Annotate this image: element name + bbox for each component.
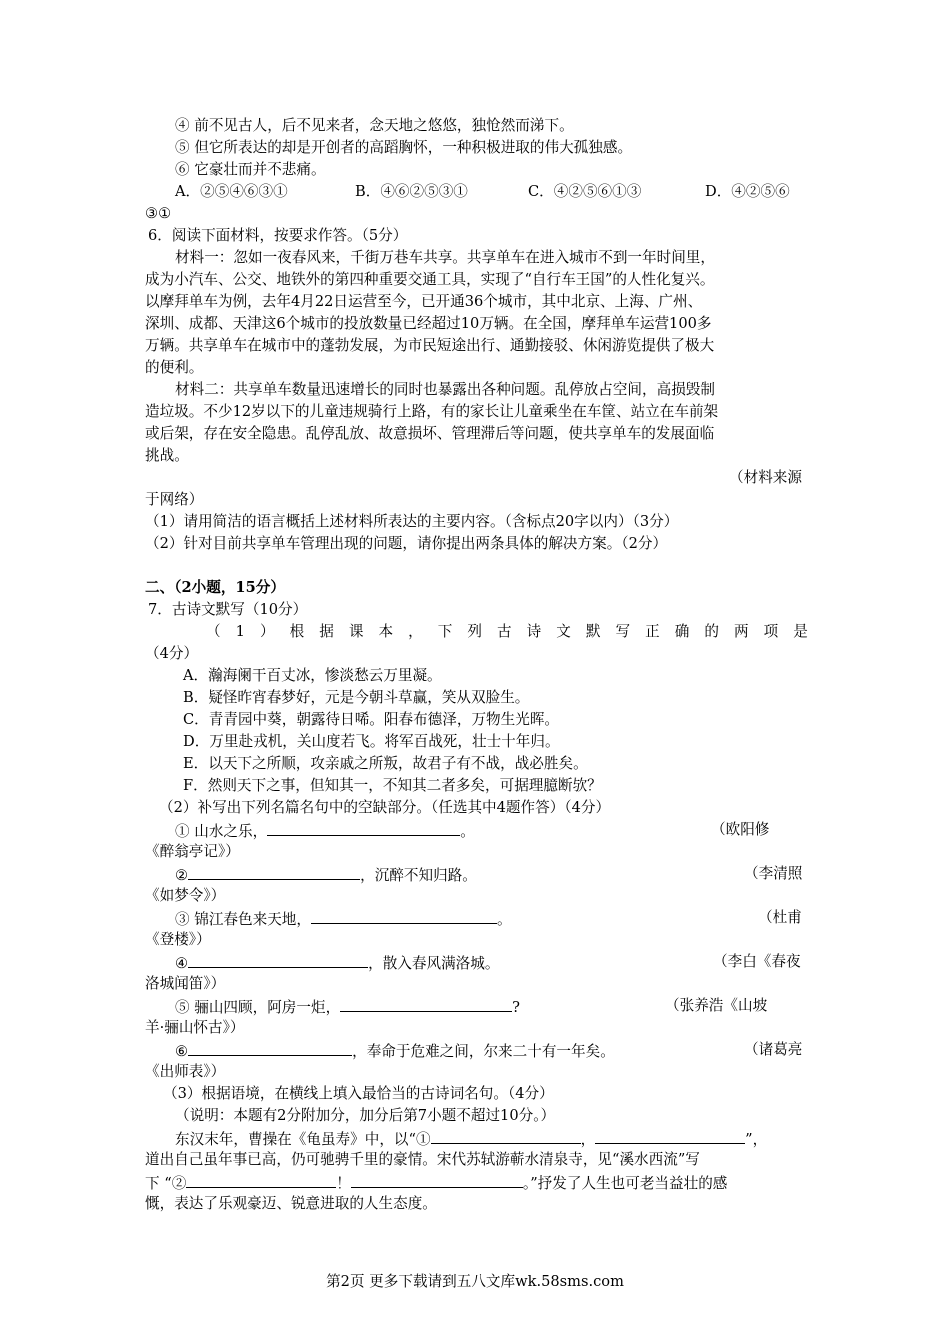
q5-option-b: B．④⑥②⑤③① bbox=[355, 183, 468, 200]
q7-part3-line1-mid: ， bbox=[580, 1131, 596, 1148]
q7-part3-note: （说明：本题有2分附加分，加分后第7小题不超过10分。） bbox=[175, 1107, 556, 1124]
q6-material1-line3: 以摩拜单车为例，去年4月22日运营至今，已开通36个城市，其中北京、上海、广州、 bbox=[145, 293, 703, 310]
page-footer: 第2页 更多下载请到五八文库wk.58sms.com bbox=[326, 1273, 624, 1290]
q7-part3-line1 bbox=[175, 1127, 767, 1151]
q5-item-6: ⑥ 它豪壮而并不悲痛。 bbox=[175, 161, 326, 178]
q7-part1-prompt-char: ， bbox=[408, 623, 423, 640]
q7-part1-score: （4分） bbox=[145, 645, 199, 662]
q6-material2-line3: 或后架，存在安全隐患。乱停乱放、故意损坏、管理滞后等问题，使共享单车的发展面临 bbox=[145, 425, 715, 442]
q7-blank-6-suffix: ，奉命于危难之间，尔来二十有一年矣。 bbox=[352, 1043, 615, 1060]
q7-part1-prompt-char: 据 bbox=[319, 623, 334, 640]
q7-blank-5-prefix: ⑤ 骊山四顾，阿房一炬， bbox=[175, 999, 341, 1016]
q6-material1-line5: 万辆。共享单车在城市中的蓬勃发展，为市民短途出行、通勤接驳、休闲游览提供了极大 bbox=[145, 337, 715, 354]
q7-blank-6-input[interactable] bbox=[188, 1039, 352, 1056]
q7-part1-prompt-char: 本 bbox=[378, 623, 394, 640]
q7-blank-6-source-b: 《出师表》） bbox=[145, 1063, 226, 1080]
q7-blank-4-prefix: ④ bbox=[175, 955, 189, 972]
q7-blank-5-line bbox=[175, 995, 520, 1019]
q6-subquestion-1: （1）请用简洁的语言概括上述材料所表达的主要内容。（含标点20字以内）（3分） bbox=[145, 513, 679, 530]
q7-part3-line1-suffix: ”， bbox=[745, 1131, 768, 1148]
q7-blank-1-prefix: ① 山水之乐， bbox=[175, 823, 268, 840]
q7-blank-4-suffix: ，散入春风满洛城。 bbox=[368, 955, 500, 972]
q7-part1-prompt-char: 列 bbox=[467, 623, 482, 640]
q7-blank-2-input[interactable] bbox=[188, 863, 360, 880]
q7-blank-2-source-a: （李清照 bbox=[744, 865, 803, 882]
q7-blank-3-line bbox=[175, 907, 512, 931]
q6-material1-line6: 的便利。 bbox=[145, 359, 204, 376]
q7-part1-prompt bbox=[206, 621, 808, 643]
q5-option-c: C．④②⑤⑥①③ bbox=[528, 183, 642, 200]
q7-option-f: F．然则天下之事，但知其一，不知其二者多矣，可据理臆断欤？ bbox=[183, 777, 602, 794]
q7-blank-6-prefix: ⑥ bbox=[175, 1043, 189, 1060]
q7-part3-line4: 慨，表达了乐观豪迈、锐意进取的人生态度。 bbox=[145, 1195, 437, 1212]
q7-part3-line2: 道出自己虽年事已高，仍可驰骋千里的豪情。宋代苏轼游蕲水清泉寺，见“溪水西流”写 bbox=[145, 1151, 700, 1168]
q7-blank-2-suffix: ，沉醉不知归路。 bbox=[360, 867, 477, 884]
q7-part2-title: （2）补写出下列名篇名句中的空缺部分。（任选其中4题作答）（4分） bbox=[159, 799, 611, 816]
q7-part3-line1-prefix: 东汉末年，曹操在《龟虽寿》中，以“① bbox=[175, 1131, 431, 1148]
q7-part3-line3 bbox=[145, 1171, 727, 1195]
q7-option-e: E．以天下之所顺，攻亲戚之所叛，故君子有不战，战必胜矣。 bbox=[183, 755, 588, 772]
q7-option-a: A．瀚海阑干百丈冰，惨淡愁云万里凝。 bbox=[183, 667, 442, 684]
q7-option-b: B．疑怪昨宵春梦好，元是今朝斗草赢，笑从双脸生。 bbox=[183, 689, 530, 706]
q7-blank-4-source-b: 洛城闻笛》） bbox=[145, 975, 226, 992]
q5-item-5: ⑤ 但它所表达的却是开创者的高蹈胸怀，一种积极进取的伟大孤独感。 bbox=[175, 139, 633, 156]
q7-blank-5-suffix: ? bbox=[512, 999, 520, 1016]
q5-option-d-continued: ③① bbox=[145, 205, 172, 222]
q7-title: 7．古诗文默写（10分） bbox=[148, 601, 308, 618]
q7-part3-blank-2a[interactable] bbox=[186, 1171, 336, 1188]
q7-part1-prompt-char: 项 bbox=[763, 623, 779, 640]
q7-part1-prompt-char: 是 bbox=[793, 623, 808, 640]
q6-subquestion-2: （2）针对目前共享单车管理出现的问题，请你提出两条具体的解决方案。（2分） bbox=[145, 535, 668, 552]
q7-blank-6-source-a: （诸葛亮 bbox=[744, 1041, 803, 1058]
q7-part3-line3-mid: ！ bbox=[336, 1175, 351, 1192]
q7-part1-prompt-char: 根 bbox=[289, 623, 305, 640]
q7-part3-blank-1b[interactable] bbox=[595, 1127, 745, 1144]
q7-blank-5-source-a: （张养浩《山坡 bbox=[665, 997, 768, 1014]
q7-part3-blank-1a[interactable] bbox=[431, 1127, 581, 1144]
q7-option-c: C．青青园中葵，朝露待日唏。阳春布德泽，万物生光晖。 bbox=[183, 711, 560, 728]
q7-blank-1-input[interactable] bbox=[267, 819, 460, 836]
q7-blank-3-source-b: 《登楼》） bbox=[145, 931, 211, 948]
q7-part3-title: （3）根据语境，在横线上填入最恰当的古诗词名句。（4分） bbox=[163, 1085, 554, 1102]
q6-title: 6．阅读下面材料，按要求作答。（5分） bbox=[148, 227, 408, 244]
q7-blank-1-source-a: （欧阳修 bbox=[711, 821, 770, 838]
q6-source-part2: 于网络） bbox=[145, 491, 204, 508]
q7-part3-line3-suffix: 。”抒发了人生也可老当益壮的感 bbox=[522, 1175, 728, 1192]
q7-blank-4-source-a: （李白《春夜 bbox=[713, 953, 801, 970]
section-2-title: 二、（2小题，15分） bbox=[145, 579, 285, 596]
q6-material1-line4: 深圳、成都、天津这6个城市的投放数量已经超过10万辆。在全国，摩拜单车运营100多 bbox=[145, 315, 712, 332]
q5-item-4: ④ 前不见古人，后不见来者，念天地之悠悠，独怆然而涕下。 bbox=[175, 117, 574, 134]
q6-material2-line2: 造垃圾。不少12岁以下的儿童违规骑行上路，有的家长让儿童乘坐在车筐、站立在车前架 bbox=[145, 403, 719, 420]
q7-part1-prompt-char: 文 bbox=[556, 623, 571, 640]
q6-source-part1: （材料来源 bbox=[729, 469, 802, 486]
q6-material1-line1: 材料一：忽如一夜春风来，千街万巷车共享。共享单车在进入城市不到一年时间里， bbox=[175, 249, 715, 266]
q7-part1-prompt-char: 正 bbox=[645, 623, 660, 640]
q7-blank-4-line bbox=[175, 951, 499, 975]
q7-part1-prompt-char: 默 bbox=[585, 623, 601, 640]
q7-blank-3-prefix: ③ 锦江春色来天地， bbox=[175, 911, 311, 928]
q6-material2-line1: 材料二：共享单车数量迅速增长的同时也暴露出各种问题。乱停放占空间，高损毁制 bbox=[175, 381, 715, 398]
q7-part3-blank-2b[interactable] bbox=[351, 1171, 523, 1188]
q7-part1-prompt-char: 两 bbox=[733, 623, 749, 640]
q7-blank-4-input[interactable] bbox=[188, 951, 368, 968]
q7-part1-prompt-char: 诗 bbox=[526, 623, 542, 640]
q7-part1-prompt-char: （ bbox=[206, 623, 221, 640]
q7-blank-2-prefix: ② bbox=[175, 867, 189, 884]
q7-blank-2-source-b: 《如梦令》） bbox=[145, 887, 226, 904]
q7-blank-5-input[interactable] bbox=[340, 995, 512, 1012]
q7-blank-3-source-a: （杜甫 bbox=[758, 909, 802, 926]
q7-blank-1-line bbox=[175, 819, 475, 843]
q7-blank-1-source-b: 《醉翁亭记》） bbox=[145, 843, 240, 860]
q7-part3-line3-prefix: 下 “② bbox=[145, 1175, 187, 1192]
q6-material2-line4: 挑战。 bbox=[145, 447, 189, 464]
q5-option-a: A．②⑤④⑥③① bbox=[175, 183, 288, 200]
q7-blank-1-suffix: 。 bbox=[460, 823, 475, 840]
q7-part1-prompt-char: 课 bbox=[348, 623, 364, 640]
q7-blank-3-suffix: 。 bbox=[496, 911, 512, 928]
q7-part1-prompt-char: ） bbox=[259, 623, 275, 640]
q7-blank-5-source-b: 羊·骊山怀古》） bbox=[145, 1019, 245, 1036]
q6-material1-line2: 成为小汽车、公交、地铁外的第四种重要交通工具，实现了“自行车王国”的人性化复兴。 bbox=[145, 271, 715, 288]
q7-blank-3-input[interactable] bbox=[311, 907, 497, 924]
q7-blank-2-line bbox=[175, 863, 477, 887]
q7-part1-prompt-char: 的 bbox=[704, 623, 719, 640]
q7-part1-prompt-char: 下 bbox=[437, 623, 453, 640]
q7-part1-prompt-char: 写 bbox=[615, 623, 631, 640]
q7-part1-prompt-char: 1 bbox=[235, 623, 245, 640]
q5-option-d: D．④②⑤⑥ bbox=[705, 183, 790, 200]
q7-blank-6-line bbox=[175, 1039, 615, 1063]
q7-part1-prompt-char: 古 bbox=[496, 623, 512, 640]
q7-option-d: D．万里赴戎机，关山度若飞。将军百战死，壮士十年归。 bbox=[183, 733, 560, 750]
q7-part1-prompt-char: 确 bbox=[674, 623, 690, 640]
